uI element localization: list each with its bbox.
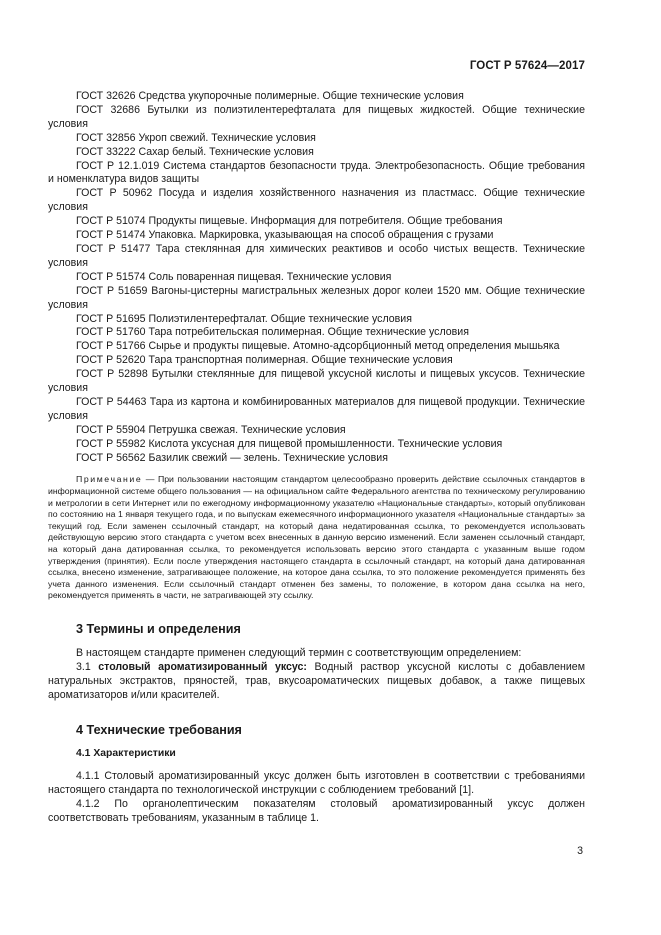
reference-item — [48, 104, 585, 132]
reference-code: ГОСТ Р 55904 — [76, 423, 146, 436]
reference-item — [48, 285, 585, 313]
term-definition-text: Водный раствор уксусной кислоты с добавлением натуральных экстрактов, пряностей, трав, вкусоароматических пищевых добавок, а также пищевых ароматизаторов и/или красителей. — [48, 660, 585, 701]
reference-title: Базилик свежий — зелень. Технические условия — [148, 451, 388, 464]
reference-item — [48, 215, 585, 229]
reference-title: Система стандартов безопасности труда. Электробезопасность. Общие требования и номенклатура видов защиты — [48, 159, 586, 186]
reference-title: Тара потребительская полимерная. Общие технические условия — [148, 326, 469, 339]
term-definition — [48, 661, 585, 703]
reference-item — [48, 229, 585, 243]
reference-title: Упаковка. Маркировка, указывающая на способ обращения с грузами — [148, 229, 494, 242]
reference-title: Полиэтилентерефталат. Общие технические условия — [148, 312, 412, 325]
section-4-heading: 4 Технические требования — [76, 722, 242, 737]
reference-code: ГОСТ Р 51766 — [76, 340, 146, 353]
term-name: столовый ароматизированный уксус: — [98, 660, 307, 673]
note-label: Примечание — [76, 474, 143, 485]
reference-code: ГОСТ Р 54463 — [76, 395, 147, 408]
reference-code: ГОСТ Р 51760 — [76, 326, 146, 339]
reference-item — [48, 438, 585, 452]
reference-code: ГОСТ Р 51659 — [76, 284, 148, 297]
reference-code: ГОСТ 32856 — [76, 131, 136, 144]
reference-item — [48, 340, 585, 354]
reference-title: Петрушка свежая. Технические условия — [148, 423, 346, 436]
reference-title: Кислота уксусная для пищевой промышленности. Технические условия — [148, 437, 503, 450]
page-number: 3 — [577, 845, 583, 857]
reference-code: ГОСТ Р 55982 — [76, 437, 146, 450]
reference-title: Тара транспортная полимерная. Общие технические условия — [148, 354, 453, 367]
reference-code: ГОСТ Р 51695 — [76, 312, 146, 325]
reference-item — [48, 452, 585, 466]
reference-code: ГОСТ 32626 — [76, 90, 136, 102]
reference-item — [48, 326, 585, 340]
reference-title: Бутылки стеклянные для пищевой уксусной кислоты и пищевых уксусов. Технические условия — [48, 368, 585, 395]
reference-code: ГОСТ Р 12.1.019 — [76, 159, 160, 172]
reference-title: Укроп свежий. Технические условия — [138, 131, 316, 144]
reference-code: ГОСТ Р 56562 — [76, 451, 146, 464]
reference-title: Вагоны-цистерны магистральных железных дорог колеи 1520 мм. Общие технические условия — [48, 284, 585, 311]
reference-item — [48, 160, 585, 188]
reference-item — [48, 271, 585, 285]
reference-title: Соль поваренная пищевая. Технические условия — [148, 270, 392, 283]
reference-code: ГОСТ Р 52620 — [76, 354, 146, 367]
reference-item — [48, 368, 585, 396]
reference-code: ГОСТ Р 51474 — [76, 229, 146, 242]
reference-note — [48, 474, 585, 602]
reference-code: ГОСТ 33222 — [76, 145, 136, 158]
reference-item — [48, 243, 585, 271]
reference-title: Сырье и продукты пищевые. Атомно-адсорбционный метод определения мышьяка — [148, 340, 560, 353]
term-number: 3.1 — [76, 660, 91, 673]
reference-title: Тара стеклянная для химических реактивов и особо чистых веществ. Технические условия — [48, 242, 585, 269]
reference-code: ГОСТ Р 51074 — [76, 215, 146, 228]
reference-item — [48, 354, 585, 368]
reference-title: Продукты пищевые. Информация для потребителя. Общие требования — [148, 215, 503, 228]
reference-title: Посуда и изделия хозяйственного назначения из пластмасс. Общие технические условия — [48, 187, 585, 214]
reference-code: ГОСТ Р 51574 — [76, 270, 146, 283]
subsection-4-1-heading: 4.1 Характеристики — [76, 748, 176, 760]
reference-item — [48, 90, 585, 104]
reference-list — [48, 90, 585, 465]
reference-title: Бутылки из полиэтилентерефталата для пищевых жидкостей. Общие технические условия — [48, 103, 585, 130]
reference-item — [48, 187, 585, 215]
page-content — [48, 90, 585, 826]
section-3-intro: В настоящем стандарте применен следующий термин с соответствующим определением: — [76, 646, 522, 659]
reference-title: Тара из картона и комбинированных материалов для пищевой продукции. Технические условия — [48, 395, 585, 422]
reference-code: ГОСТ Р 52898 — [76, 368, 148, 381]
reference-code: ГОСТ Р 50962 — [76, 187, 153, 200]
reference-code: ГОСТ Р 51477 — [76, 242, 151, 255]
reference-code: ГОСТ 32686 — [76, 103, 140, 116]
reference-title: Сахар белый. Технические условия — [138, 145, 314, 158]
paragraph-4-1-1: 4.1.1 Столовый ароматизированный уксус должен быть изготовлен в соответствии с требованиями настоящего стандарта по технологической инструкции с соблюдением требований [1]. — [48, 770, 585, 797]
section-3-heading: 3 Термины и определения — [76, 622, 241, 636]
reference-item — [48, 132, 585, 146]
paragraph-4-1-2: 4.1.2 По органолептическим показателям столовый ароматизированный уксус должен соответствовать требованиям, указанным в таблице 1. — [48, 798, 585, 825]
document-id-header: ГОСТ Р 57624—2017 — [469, 60, 585, 72]
reference-item — [48, 313, 585, 327]
note-text: — При пользовании настоящим стандартом целесообразно проверить действие ссылочных стандартов в информационной системе общего пользования — на официальном сайте Федерального агентства по техническому регулированию и метрологии в сети Интернет или по ежегодному информационному указателю «Национальные стандарты», который опубликован по состоянию на 1 января текущего года, и по выпускам ежемесячного информационного указателя «Национальные стандарты» за текущий год. Если заменен ссылочный стандарт, на который дана недатированная ссылка, то рекомендуется использовать действующую версию этого стандарта с учетом всех внесенных в данную версию изменений. Если заменен ссылочный стандарт, на который дана датированная ссылка, то рекомендуется использовать версию этого стандарта с указанным выше годом утверждения (принятия). Если после утверждения настоящего стандарта в ссылочный стандарт, на который дана датированная ссылка, внесено изменение, затрагивающее положение, на которое дана ссылка, то это положение рекомендуется применять без учета данного изменения. Если ссылочный стандарт отменен без замены, то положение, в котором дана ссылка на него, рекомендуется применять в части, не затрагивающей эту ссылку. — [48, 474, 585, 601]
reference-title: Средства укупорочные полимерные. Общие технические условия — [138, 90, 464, 102]
reference-item — [48, 396, 585, 424]
reference-item — [48, 424, 585, 438]
reference-item — [48, 146, 585, 160]
